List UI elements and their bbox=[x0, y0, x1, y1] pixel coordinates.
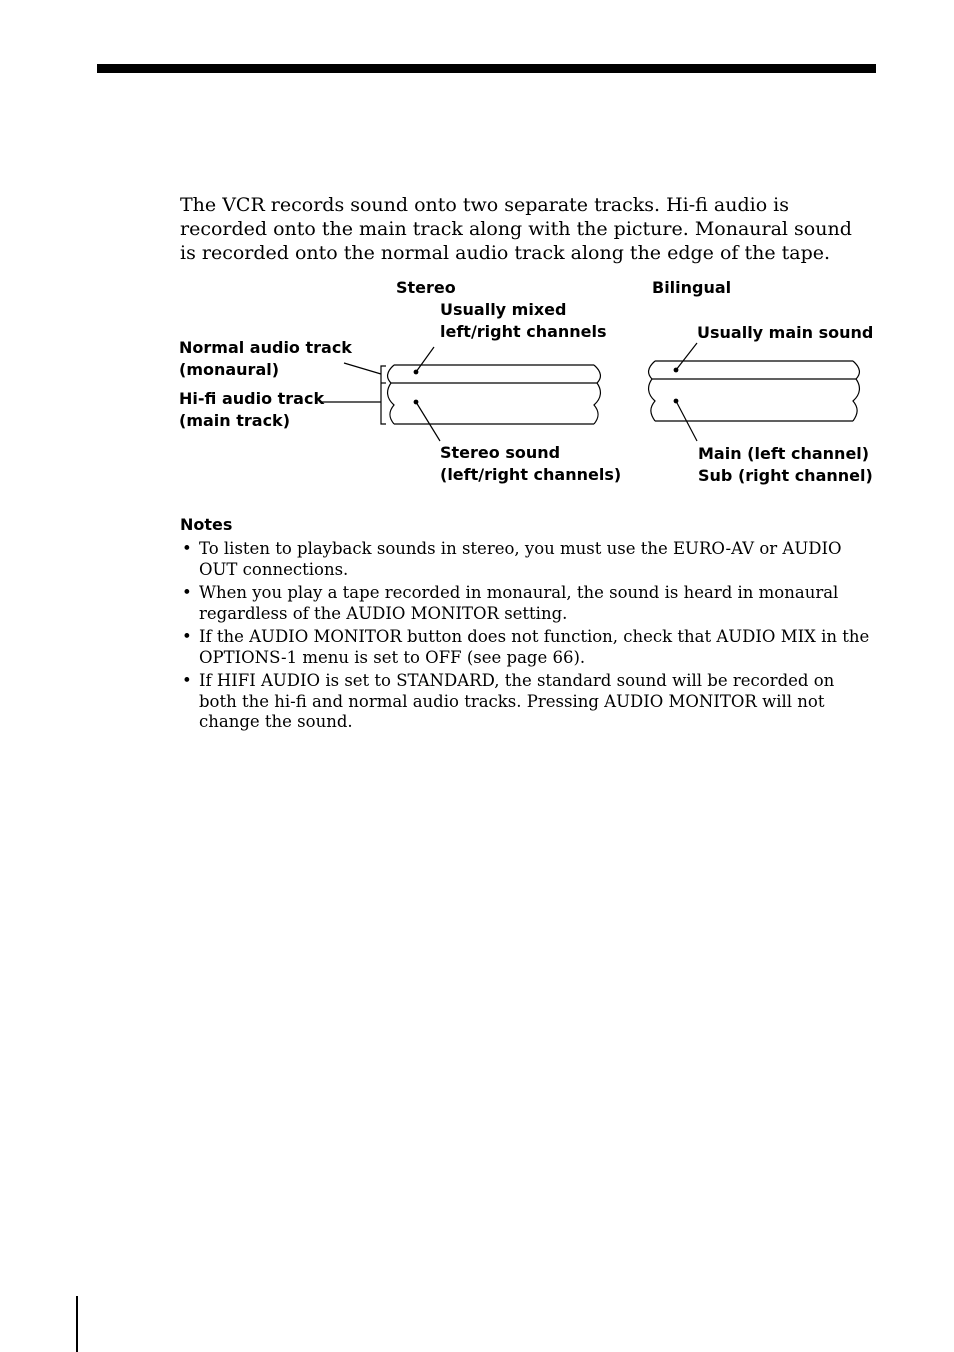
leader-lines bbox=[322, 343, 697, 441]
bullet: • bbox=[182, 539, 192, 558]
stereo-tape bbox=[388, 365, 601, 424]
bilingual-hifi-label: Main (left channel) Sub (right channel) bbox=[698, 444, 873, 485]
bilingual-normal-label: Usually main sound bbox=[697, 323, 874, 342]
leader-dots bbox=[414, 368, 679, 405]
bilingual-tape bbox=[649, 361, 860, 421]
notes-list bbox=[180, 539, 870, 736]
bilingual-heading: Bilingual bbox=[652, 278, 732, 297]
note-item: • To listen to playback sounds in stereo, you must use the EURO-AV or AUDIO OUT connections. bbox=[182, 539, 842, 579]
stereo-heading: Stereo bbox=[396, 278, 456, 297]
bullet: • bbox=[182, 627, 192, 646]
note-item: • If the AUDIO MONITOR button does not function, check that AUDIO MIX in the OPTIONS-1 menu is set to OFF (see page 66). bbox=[182, 627, 870, 667]
bullet: • bbox=[182, 583, 192, 602]
notes-title: Notes bbox=[180, 515, 233, 534]
hifi-track-label: Hi-fi audio track (main track) bbox=[179, 389, 325, 430]
stereo-hifi-label: Stereo sound (left/right channels) bbox=[440, 443, 622, 484]
stereo-normal-label: Usually mixed left/right channels bbox=[440, 300, 607, 341]
note-item: • If HIFI AUDIO is set to STANDARD, the standard sound will be recorded on both the hi-fi and normal audio tracks. Pressing AUDIO MONITOR will not change the sound. bbox=[182, 671, 835, 731]
bullet: • bbox=[182, 671, 192, 690]
track-bracket bbox=[381, 366, 386, 424]
note-item: • When you play a tape recorded in monaural, the sound is heard in monaural regardless of the AUDIO MONITOR setting. bbox=[182, 583, 839, 623]
intro-paragraph: The VCR records sound onto two separate tracks. Hi-fi audio is recorded onto the main track along with the picture. Monaural sound is recorded onto the normal audio track along the edge of the tape. bbox=[180, 194, 852, 264]
margin-rule bbox=[76, 1296, 78, 1352]
normal-track-label: Normal audio track (monaural) bbox=[179, 338, 352, 379]
